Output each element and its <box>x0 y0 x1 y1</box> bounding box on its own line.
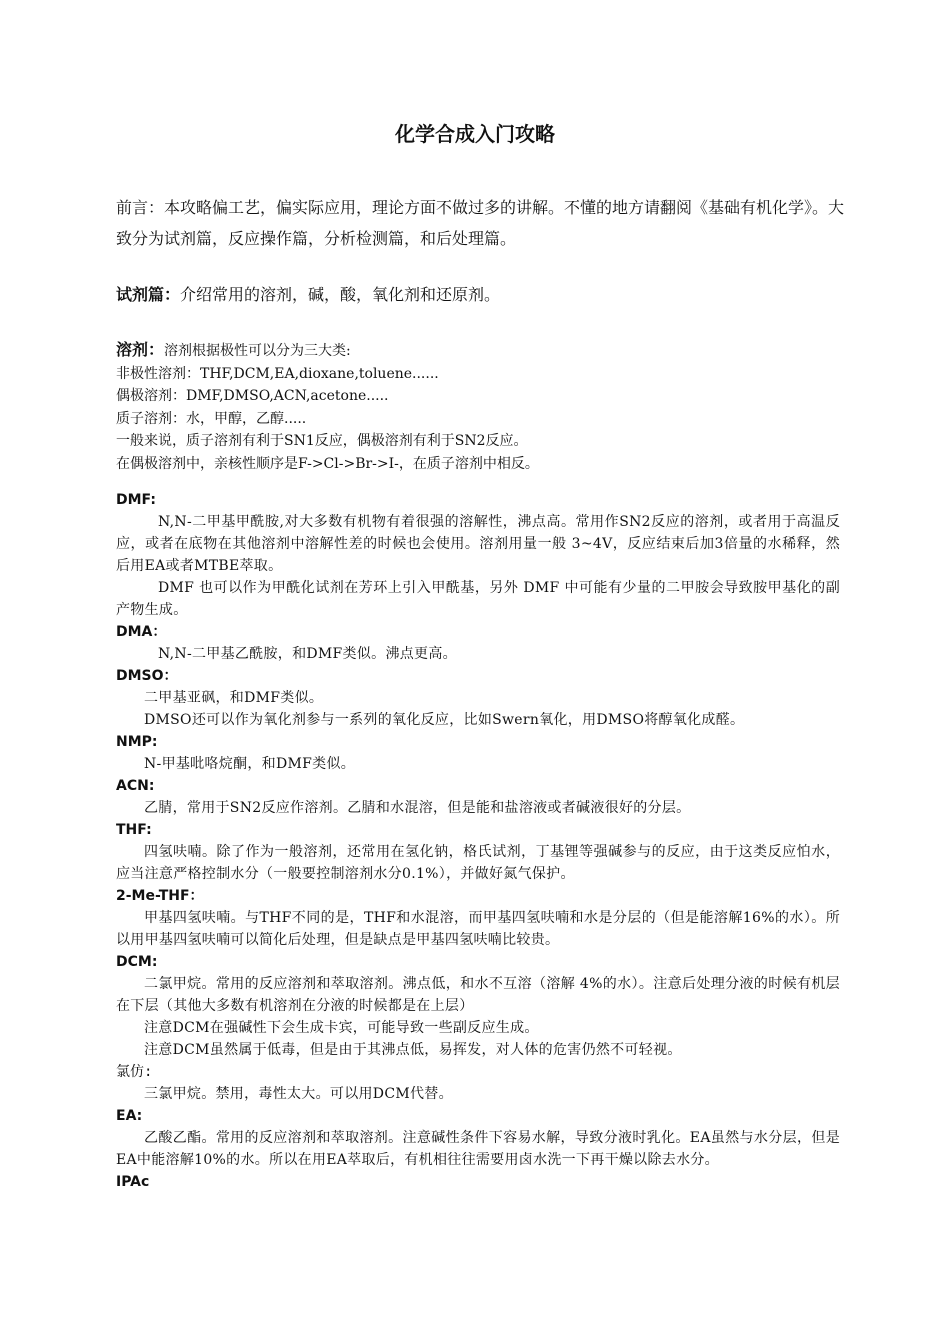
entry-text-dmso-2: DMSO还可以作为氧化剂参与一系列的氧化反应，比如Swern氧化，用DMSO将醇氧化成醛。 <box>144 712 745 728</box>
entry-text-dcm-3: 注意DCM虽然属于低毒，但是由于其沸点低，易挥发，对人体的危害仍然不可轻视。 <box>144 1042 682 1058</box>
entry-heading-dmf: DMF: <box>116 492 156 508</box>
entry-text-dcm: 二氯甲烷。常用的反应溶剂和萃取溶剂。沸点低，和水不互溶（溶解 4%的水）。注意后处理分液的时候有机层在下层（其他大多数有机溶剂在分液的时候都是在上层） <box>116 976 840 1014</box>
solvent-intro-text: 溶剂根据极性可以分为三大类: <box>164 343 351 359</box>
entry-heading-chloroform: 氯仿: <box>116 1064 153 1080</box>
entry-text-chloroform: 三氯甲烷。禁用，毒性太大。可以用DCM代替。 <box>144 1086 453 1102</box>
solvent-overview <box>116 339 846 475</box>
entry-text-thf: 四氢呋喃。除了作为一般溶剂，还常用在氢化钠，格氏试剂，丁基锂等强碱参与的反应，由于这类反应怕水，应当注意严格控制水分（一般要控制溶剂水分0.1%），并做好氮气保护。 <box>116 844 840 882</box>
entry-heading-2-me-thf: 2-Me-THF： <box>116 888 204 904</box>
entry-text-dmso: 二甲基亚砜，和DMF类似。 <box>144 690 324 706</box>
entry-heading-nmp: NMP: <box>116 734 158 750</box>
entry-text-ea: 乙酸乙酯。常用的反应溶剂和萃取溶剂。注意碱性条件下容易水解，导致分液时乳化。EA虽然与水分层，但是EA中能溶解10%的水。所以在用EA萃取后，有机相往往需要用卤水洗一下再干燥以除去水分。 <box>116 1130 840 1168</box>
reagent-section-text: 介绍常用的溶剂，碱，酸，氧化剂和还原剂。 <box>180 285 501 304</box>
solvent-heading-line <box>116 339 846 363</box>
entry-text-dma: N,N-二甲基乙酰胺，和DMF类似。沸点更高。 <box>158 646 457 662</box>
entry-text-acn: 乙腈，常用于SN2反应作溶剂。乙腈和水混溶，但是能和盐溶液或者碱液很好的分层。 <box>144 800 691 816</box>
reagent-section-label: 试剂篇： <box>116 285 181 304</box>
document-title: 化学合成入门攻略 <box>395 122 555 146</box>
solvent-entries <box>116 489 840 1193</box>
entry-heading-acn: ACN: <box>116 778 155 794</box>
entry-text-dcm-2: 注意DCM在强碱性下会生成卡宾，可能导致一些副反应生成。 <box>144 1020 539 1036</box>
entry-heading-dcm: DCM: <box>116 954 158 970</box>
entry-text-nmp: N-甲基吡咯烷酮，和DMF类似。 <box>144 756 356 772</box>
solvent-note-sn: 一般来说，质子溶剂有利于SN1反应，偶极溶剂有利于SN2反应。 <box>116 433 528 449</box>
entry-heading-ipac: IPAc <box>116 1174 150 1190</box>
solvent-class-nonpolar: 非极性溶剂：THF,DCM,EA,dioxane,toluene...... <box>116 365 439 382</box>
entry-heading-ea: EA: <box>116 1108 143 1124</box>
solvent-note-nucleophilicity: 在偶极溶剂中，亲核性顺序是F->Cl->Br->I-，在质子溶剂中相反。 <box>116 455 539 472</box>
entry-text-2-me-thf: 甲基四氢呋喃。与THF不同的是，THF和水混溶，而甲基四氢呋喃和水是分层的（但是能溶解16%的水）。所以用甲基四氢呋喃可以简化后处理，但是缺点是甲基四氢呋喃比较贵。 <box>116 910 840 948</box>
entry-text-dmf-2: DMF 也可以作为甲酰化试剂在芳环上引入甲酰基，另外 DMF 中可能有少量的二甲胺会导致胺甲基化的副产物生成。 <box>116 580 840 618</box>
entry-heading-dmso: DMSO： <box>116 668 178 684</box>
entry-text-dmf: N,N-二甲基甲酰胺,对大多数有机物有着很强的溶解性，沸点高。常用作SN2反应的溶剂，或者用于高温反应，或者在底物在其他溶剂中溶解性差的时候也会使用。溶剂用量一般 3~4V，反应结束后加3倍量的水稀释，然后用EA或者MTBE萃取。 <box>116 514 840 574</box>
solvent-class-protic: 质子溶剂：水，甲醇，乙醇..... <box>116 410 307 427</box>
entry-heading-dma: DMA： <box>116 624 167 640</box>
solvent-class-dipolar: 偶极溶剂：DMF,DMSO,ACN,acetone..... <box>116 388 389 404</box>
entry-heading-thf: THF: <box>116 822 152 838</box>
reagent-section-intro <box>116 282 846 308</box>
solvent-label: 溶剂： <box>116 340 165 359</box>
preface-paragraph: 前言：本攻略偏工艺，偏实际应用，理论方面不做过多的讲解。不懂的地方请翻阅《基础有机化学》。大致分为试剂篇，反应操作篇，分析检测篇，和后处理篇。 <box>116 198 845 248</box>
